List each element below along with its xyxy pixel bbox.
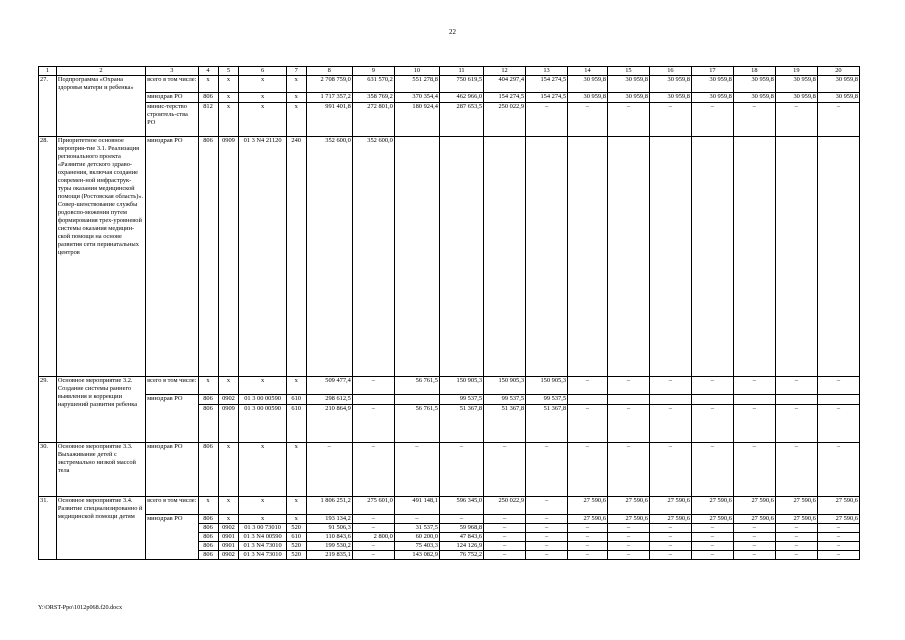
cell-value: 180 924,4: [394, 103, 439, 137]
cell-grbs: 812: [198, 103, 218, 137]
cell-value: 27 590,6: [775, 515, 817, 524]
cell-rzpr: x: [218, 93, 239, 103]
cell-value: –: [649, 551, 691, 560]
cell-value: 30 959,8: [733, 93, 775, 103]
executor: минздрав РО: [146, 443, 198, 497]
cell-value: –: [526, 515, 568, 524]
cell-value: [691, 395, 733, 405]
cell-value: 56 761,5: [394, 405, 439, 443]
cell-value: –: [817, 542, 859, 551]
cell-value: –: [568, 377, 608, 395]
cell-value: –: [439, 443, 483, 497]
cell-csr: x: [239, 377, 286, 395]
cell-value: –: [733, 524, 775, 533]
cell-value: 27 590,6: [649, 497, 691, 515]
cell-value: [817, 395, 859, 405]
cell-value: –: [649, 405, 691, 443]
cell-value: 491 148,1: [394, 497, 439, 515]
cell-value: –: [526, 443, 568, 497]
cell-value: 110 843,6: [306, 533, 352, 542]
cell-value: –: [394, 443, 439, 497]
column-header: 4: [198, 67, 218, 76]
cell-value: 551 278,8: [394, 76, 439, 93]
cell-value: –: [306, 443, 352, 497]
cell-value: –: [607, 377, 649, 395]
cell-value: –: [817, 533, 859, 542]
cell-value: 352 600,0: [352, 137, 394, 377]
cell-vr: x: [286, 76, 306, 93]
cell-value: 154 274,5: [526, 93, 568, 103]
executor: всего в том числе:: [146, 76, 198, 93]
cell-value: 275 601,0: [352, 497, 394, 515]
cell-value: –: [568, 524, 608, 533]
cell-value: 143 082,9: [394, 551, 439, 560]
cell-value: –: [733, 533, 775, 542]
cell-csr: 01 3 N4 73010: [239, 542, 286, 551]
cell-value: –: [733, 103, 775, 137]
cell-grbs: x: [198, 377, 218, 395]
cell-value: –: [568, 443, 608, 497]
cell-value: 27 590,6: [817, 497, 859, 515]
cell-value: –: [484, 515, 526, 524]
cell-value: –: [526, 103, 568, 137]
cell-value: 27 590,6: [568, 497, 608, 515]
cell-value: [775, 395, 817, 405]
cell-vr: 520: [286, 542, 306, 551]
cell-value: –: [439, 515, 483, 524]
cell-value: 99 537,5: [526, 395, 568, 405]
cell-value: [394, 137, 439, 377]
cell-rzpr: x: [218, 515, 239, 524]
executor: минздрав РО: [146, 395, 198, 443]
page-number: 22: [449, 28, 456, 36]
cell-vr: x: [286, 497, 306, 515]
column-header: 5: [218, 67, 239, 76]
cell-value: 30 959,8: [568, 76, 608, 93]
cell-value: 150 905,3: [526, 377, 568, 395]
table-row: [39, 103, 860, 137]
column-header: 6: [239, 67, 286, 76]
program-name: Основное мероприятие 3.3. Выхаживание детей с экстремально низкой массой тела: [56, 443, 145, 497]
cell-value: –: [691, 405, 733, 443]
cell-grbs: 806: [198, 533, 218, 542]
executor: минздрав РО: [146, 515, 198, 560]
cell-value: –: [691, 542, 733, 551]
cell-value: –: [817, 405, 859, 443]
cell-csr: 01 3 00 00590: [239, 405, 286, 443]
cell-value: –: [649, 377, 691, 395]
cell-value: –: [352, 542, 394, 551]
cell-value: 27 590,6: [775, 497, 817, 515]
cell-value: –: [817, 103, 859, 137]
cell-value: –: [733, 551, 775, 560]
cell-value: 404 297,4: [484, 76, 526, 93]
cell-value: –: [649, 524, 691, 533]
cell-value: 56 761,5: [394, 377, 439, 395]
column-header: 10: [394, 67, 439, 76]
cell-value: 30 959,8: [775, 76, 817, 93]
cell-value: 51 367,8: [484, 405, 526, 443]
cell-value: 352 600,0: [306, 137, 352, 377]
cell-value: –: [607, 524, 649, 533]
cell-value: –: [568, 405, 608, 443]
cell-csr: x: [239, 76, 286, 93]
cell-value: –: [352, 515, 394, 524]
cell-vr: 610: [286, 395, 306, 405]
table-row: [39, 137, 860, 377]
cell-value: –: [607, 533, 649, 542]
cell-rzpr: 0902: [218, 551, 239, 560]
cell-value: –: [775, 551, 817, 560]
cell-value: 1 806 251,2: [306, 497, 352, 515]
cell-rzpr: 0902: [218, 524, 239, 533]
cell-grbs: 806: [198, 524, 218, 533]
cell-csr: 01 3 N4 00590: [239, 533, 286, 542]
budget-table: [38, 66, 860, 560]
column-header: 8: [306, 67, 352, 76]
cell-value: 30 959,8: [775, 93, 817, 103]
cell-csr: x: [239, 103, 286, 137]
cell-vr: 240: [286, 137, 306, 377]
cell-value: [568, 137, 608, 377]
cell-value: 2 800,0: [352, 533, 394, 542]
table-row: [39, 377, 860, 395]
column-header: 1: [39, 67, 57, 76]
cell-value: [607, 395, 649, 405]
cell-value: 27 590,6: [733, 497, 775, 515]
cell-value: [484, 137, 526, 377]
cell-value: 27 590,6: [733, 515, 775, 524]
executor: всего в том числе:: [146, 377, 198, 395]
cell-value: 60 200,0: [394, 533, 439, 542]
cell-value: –: [484, 542, 526, 551]
cell-grbs: 806: [198, 443, 218, 497]
cell-value: –: [484, 551, 526, 560]
column-header: 15: [607, 67, 649, 76]
cell-value: –: [352, 551, 394, 560]
cell-value: 298 612,5: [306, 395, 352, 405]
column-header: 9: [352, 67, 394, 76]
cell-vr: 610: [286, 405, 306, 443]
cell-value: –: [733, 542, 775, 551]
column-header: 18: [733, 67, 775, 76]
cell-value: 30 959,8: [568, 93, 608, 103]
cell-value: 509 477,4: [306, 377, 352, 395]
cell-rzpr: 0901: [218, 542, 239, 551]
cell-rzpr: x: [218, 103, 239, 137]
cell-value: –: [775, 533, 817, 542]
cell-value: –: [775, 542, 817, 551]
header-row: [39, 67, 860, 76]
cell-csr: 01 3 00 00590: [239, 395, 286, 405]
cell-value: 30 959,8: [817, 76, 859, 93]
cell-value: 1 717 357,2: [306, 93, 352, 103]
cell-value: –: [607, 542, 649, 551]
cell-value: –: [691, 377, 733, 395]
cell-value: 75 403,3: [394, 542, 439, 551]
column-header: 14: [568, 67, 608, 76]
cell-value: 219 835,1: [306, 551, 352, 560]
cell-value: 272 801,0: [352, 103, 394, 137]
cell-value: –: [649, 103, 691, 137]
row-number: 31.: [39, 497, 57, 560]
program-name: Приоритетное основное мероприя-тие 3.1. Реализация регионального проекта «Развитие детского здраво-охранения, включая создание современ-ной инфраструк-туры оказания медицинской помощи (Ростовская область)». Совер-шенствование службы родовспо-можения путем формирования трех-уровневой системы оказания медицин-ской помощи на основе развития сети перинатальных центров: [56, 137, 145, 377]
cell-value: –: [733, 377, 775, 395]
cell-value: –: [817, 551, 859, 560]
cell-value: 199 530,2: [306, 542, 352, 551]
table-row: [39, 395, 860, 405]
cell-value: 30 959,8: [607, 93, 649, 103]
program-name: Подпрограмма «Охрана здоровья матери и ребенка»: [56, 76, 145, 137]
cell-value: –: [691, 524, 733, 533]
cell-rzpr: x: [218, 76, 239, 93]
table-row: [39, 76, 860, 93]
cell-value: 30 959,8: [691, 93, 733, 103]
cell-vr: 520: [286, 551, 306, 560]
cell-csr: 01 3 00 73010: [239, 524, 286, 533]
table-row: [39, 443, 860, 497]
column-header: 2: [56, 67, 145, 76]
program-name: Основное мероприятие 3.2. Создание системы раннего выявления и коррекции нарушений развития ребенка: [56, 377, 145, 443]
cell-value: –: [607, 103, 649, 137]
cell-value: 27 590,6: [568, 515, 608, 524]
cell-value: 358 769,2: [352, 93, 394, 103]
cell-value: –: [526, 542, 568, 551]
cell-rzpr: 0901: [218, 533, 239, 542]
cell-grbs: 806: [198, 542, 218, 551]
cell-value: 91 506,3: [306, 524, 352, 533]
cell-value: [649, 137, 691, 377]
cell-grbs: 806: [198, 551, 218, 560]
cell-value: –: [568, 551, 608, 560]
cell-value: –: [352, 524, 394, 533]
cell-value: 31 537,5: [394, 524, 439, 533]
row-number: 28.: [39, 137, 57, 377]
cell-value: 30 959,8: [649, 93, 691, 103]
cell-value: –: [817, 377, 859, 395]
row-number: 30.: [39, 443, 57, 497]
cell-value: –: [733, 405, 775, 443]
cell-vr: 520: [286, 524, 306, 533]
cell-value: –: [568, 542, 608, 551]
cell-value: [817, 137, 859, 377]
cell-value: 154 274,5: [484, 93, 526, 103]
cell-value: –: [817, 443, 859, 497]
cell-value: –: [775, 103, 817, 137]
executor: минздрав РО: [146, 93, 198, 103]
cell-rzpr: 0909: [218, 405, 239, 443]
cell-value: 2 708 759,0: [306, 76, 352, 93]
cell-value: –: [484, 533, 526, 542]
cell-value: [691, 137, 733, 377]
cell-value: [352, 395, 394, 405]
cell-value: –: [352, 405, 394, 443]
column-header: 19: [775, 67, 817, 76]
cell-value: –: [607, 443, 649, 497]
cell-csr: x: [239, 93, 286, 103]
cell-value: [775, 137, 817, 377]
table-row: [39, 93, 860, 103]
cell-value: 27 590,6: [607, 515, 649, 524]
column-header: 12: [484, 67, 526, 76]
cell-value: 150 905,3: [439, 377, 483, 395]
cell-rzpr: x: [218, 377, 239, 395]
cell-value: 27 590,6: [607, 497, 649, 515]
cell-vr: x: [286, 103, 306, 137]
cell-value: 462 966,0: [439, 93, 483, 103]
cell-value: –: [733, 443, 775, 497]
cell-value: 30 959,8: [607, 76, 649, 93]
cell-value: –: [649, 443, 691, 497]
cell-grbs: 806: [198, 515, 218, 524]
cell-vr: x: [286, 93, 306, 103]
cell-value: 76 752,2: [439, 551, 483, 560]
cell-value: 27 590,6: [691, 515, 733, 524]
column-header: 20: [817, 67, 859, 76]
cell-value: 30 959,8: [733, 76, 775, 93]
cell-value: –: [817, 524, 859, 533]
cell-value: [439, 137, 483, 377]
cell-value: 370 354,4: [394, 93, 439, 103]
cell-vr: x: [286, 515, 306, 524]
executor: всего в том числе:: [146, 497, 198, 515]
cell-value: [733, 395, 775, 405]
cell-value: 287 653,5: [439, 103, 483, 137]
cell-value: –: [484, 524, 526, 533]
cell-value: –: [607, 551, 649, 560]
cell-value: 30 959,8: [649, 76, 691, 93]
cell-value: –: [352, 377, 394, 395]
cell-value: –: [607, 405, 649, 443]
column-header: 7: [286, 67, 306, 76]
row-number: 27.: [39, 76, 57, 137]
cell-value: –: [568, 533, 608, 542]
cell-csr: x: [239, 497, 286, 515]
column-header: 3: [146, 67, 198, 76]
cell-value: 27 590,6: [649, 515, 691, 524]
cell-value: –: [649, 533, 691, 542]
cell-rzpr: x: [218, 497, 239, 515]
cell-grbs: 806: [198, 395, 218, 405]
cell-value: –: [691, 443, 733, 497]
cell-value: [733, 137, 775, 377]
cell-value: –: [649, 542, 691, 551]
cell-grbs: 806: [198, 93, 218, 103]
cell-csr: x: [239, 515, 286, 524]
cell-rzpr: x: [218, 443, 239, 497]
cell-value: [394, 395, 439, 405]
cell-value: 59 968,8: [439, 524, 483, 533]
cell-value: 99 537,5: [484, 395, 526, 405]
row-number: 29.: [39, 377, 57, 443]
cell-value: [568, 395, 608, 405]
cell-value: –: [775, 405, 817, 443]
cell-value: 27 590,6: [817, 515, 859, 524]
cell-vr: x: [286, 443, 306, 497]
table-row: [39, 497, 860, 515]
cell-value: 150 905,3: [484, 377, 526, 395]
cell-csr: 01 3 N4 73010: [239, 551, 286, 560]
cell-vr: x: [286, 377, 306, 395]
cell-value: –: [352, 443, 394, 497]
footer-file-path: Y:\ORST-Ppo\1012p068.f20.docx: [38, 604, 123, 611]
table-row: [39, 515, 860, 524]
cell-value: –: [775, 377, 817, 395]
cell-value: 30 959,8: [817, 93, 859, 103]
cell-value: –: [394, 515, 439, 524]
cell-rzpr: 0909: [218, 137, 239, 377]
cell-grbs: x: [198, 76, 218, 93]
cell-value: 250 022,9: [484, 103, 526, 137]
cell-value: 47 843,6: [439, 533, 483, 542]
cell-csr: x: [239, 443, 286, 497]
column-header: 11: [439, 67, 483, 76]
cell-value: 51 367,8: [439, 405, 483, 443]
cell-value: 51 367,8: [526, 405, 568, 443]
executor: минздрав РО: [146, 137, 198, 377]
cell-value: –: [484, 443, 526, 497]
cell-grbs: 806: [198, 137, 218, 377]
cell-value: 99 537,5: [439, 395, 483, 405]
column-header: 13: [526, 67, 568, 76]
cell-value: [649, 395, 691, 405]
cell-value: 154 274,5: [526, 76, 568, 93]
cell-value: [526, 137, 568, 377]
cell-value: 27 590,6: [691, 497, 733, 515]
cell-vr: 610: [286, 533, 306, 542]
column-header: 17: [691, 67, 733, 76]
cell-value: –: [526, 533, 568, 542]
cell-value: 193 134,2: [306, 515, 352, 524]
cell-value: –: [775, 524, 817, 533]
cell-value: 250 022,9: [484, 497, 526, 515]
cell-csr: 01 3 N4 21120: [239, 137, 286, 377]
column-header: 16: [649, 67, 691, 76]
cell-value: 124 126,9: [439, 542, 483, 551]
cell-value: 210 864,9: [306, 405, 352, 443]
cell-value: –: [568, 103, 608, 137]
cell-value: –: [526, 497, 568, 515]
cell-value: 30 959,8: [691, 76, 733, 93]
cell-value: –: [526, 524, 568, 533]
cell-value: –: [691, 103, 733, 137]
cell-value: 991 401,8: [306, 103, 352, 137]
cell-grbs: 806: [198, 405, 218, 443]
cell-rzpr: 0902: [218, 395, 239, 405]
cell-value: –: [526, 551, 568, 560]
cell-value: 631 570,2: [352, 76, 394, 93]
cell-value: –: [691, 551, 733, 560]
program-name: Основное мероприятие 3.4. Развитие специализированно й медицинской помощи детям: [56, 497, 145, 560]
cell-value: 596 345,0: [439, 497, 483, 515]
cell-value: [607, 137, 649, 377]
executor: минис-терство строитель-ства РО: [146, 103, 198, 137]
cell-value: –: [775, 443, 817, 497]
cell-value: 750 619,5: [439, 76, 483, 93]
cell-grbs: x: [198, 497, 218, 515]
cell-value: –: [691, 533, 733, 542]
